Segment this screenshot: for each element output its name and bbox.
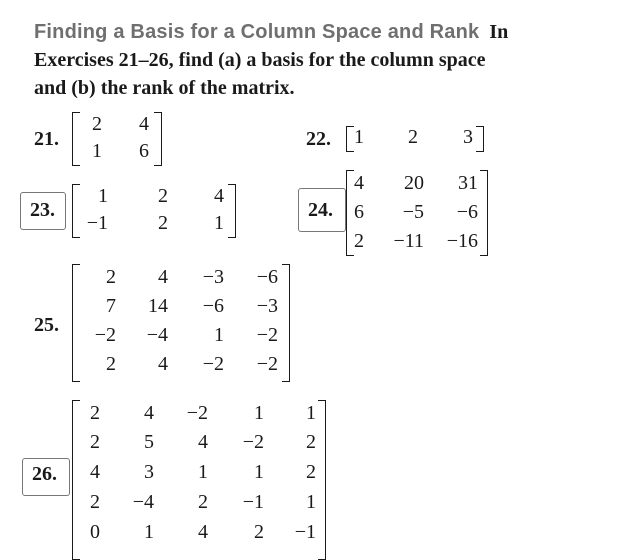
matrix-cell: −2: [256, 353, 278, 375]
matrix-cell: 4: [144, 402, 154, 424]
exercise-number: 26.: [32, 463, 57, 485]
instructions-start: In: [489, 21, 509, 43]
exercise-number: 25.: [34, 314, 59, 336]
matrix-cell: 2: [408, 126, 418, 148]
matrix-cell: −16: [446, 230, 478, 252]
right-bracket: [476, 126, 484, 152]
matrix-cell: −2: [94, 324, 116, 346]
matrix-cell: −5: [402, 201, 424, 223]
matrix-cell: 4: [198, 521, 208, 543]
matrix-cell: 4: [139, 113, 149, 135]
matrix-cell: 2: [106, 266, 116, 288]
matrix-cell: 2: [306, 431, 316, 453]
matrix: [72, 112, 162, 166]
matrix: [72, 184, 236, 238]
matrix-cell: 2: [158, 185, 168, 207]
matrix-cell: 2: [158, 212, 168, 234]
matrix-cell: −1: [242, 491, 264, 513]
matrix-cell: −2: [256, 324, 278, 346]
matrix-cell: 2: [90, 491, 100, 513]
matrix-cell: 4: [90, 461, 100, 483]
matrix-cell: 2: [254, 521, 264, 543]
matrix-cell: 6: [354, 201, 364, 223]
matrix-cell: 1: [254, 402, 264, 424]
matrix-cell: 5: [144, 431, 154, 453]
matrix-cell: 7: [106, 295, 116, 317]
matrix-cell: 3: [144, 461, 154, 483]
exercise-number: 21.: [34, 128, 59, 150]
right-bracket: [154, 112, 162, 166]
exercise-number: 22.: [306, 128, 331, 150]
right-bracket: [318, 400, 326, 560]
matrix-cell: 14: [148, 295, 168, 317]
right-bracket: [282, 264, 290, 382]
matrix-cell: 6: [139, 140, 149, 162]
matrix-cell: 2: [106, 353, 116, 375]
matrix-cell: 4: [158, 266, 168, 288]
matrix-cell: 2: [92, 113, 102, 135]
matrix: [346, 170, 488, 256]
matrix-cell: −1: [294, 521, 316, 543]
matrix-cell: 1: [254, 461, 264, 483]
matrix-cell: 2: [354, 230, 364, 252]
right-bracket: [228, 184, 236, 238]
matrix-cell: 1: [354, 126, 364, 148]
matrix-cell: −6: [256, 266, 278, 288]
instructions-line-2: Exercises 21–26, find (a) a basis for the column space: [34, 49, 486, 71]
matrix: [72, 264, 290, 382]
matrix-cell: −1: [86, 212, 108, 234]
matrix-cell: 4: [214, 185, 224, 207]
matrix-cell: 1: [214, 324, 224, 346]
matrix-cell: 2: [90, 402, 100, 424]
matrix-cell: 1: [214, 212, 224, 234]
matrix-cell: 31: [458, 172, 478, 194]
matrix-cell: 3: [463, 126, 473, 148]
matrix-cell: 1: [92, 140, 102, 162]
section-title: Finding a Basis for a Column Space and Rank: [34, 21, 480, 43]
instructions-line-3: and (b) the rank of the matrix.: [34, 77, 295, 99]
matrix-cell: −11: [393, 230, 424, 252]
matrix-cell: 1: [198, 461, 208, 483]
exercise-number: 23.: [30, 199, 55, 221]
matrix: [72, 400, 326, 560]
right-bracket: [480, 170, 488, 256]
matrix-cell: 1: [306, 402, 316, 424]
matrix-cell: 0: [90, 521, 100, 543]
matrix-cell: −4: [146, 324, 168, 346]
matrix-cell: 1: [306, 491, 316, 513]
matrix-cell: 1: [98, 185, 108, 207]
exercise-header: [34, 18, 594, 102]
matrix-cell: −6: [456, 201, 478, 223]
matrix-cell: 4: [198, 431, 208, 453]
matrix-cell: −2: [202, 353, 224, 375]
matrix-cell: −3: [256, 295, 278, 317]
matrix-cell: 2: [90, 431, 100, 453]
matrix-cell: −2: [242, 431, 264, 453]
matrix-cell: −6: [202, 295, 224, 317]
matrix-cell: −2: [186, 402, 208, 424]
matrix-cell: 2: [198, 491, 208, 513]
matrix-cell: 20: [404, 172, 424, 194]
matrix-cell: −3: [202, 266, 224, 288]
matrix-cell: 1: [144, 521, 154, 543]
matrix-cell: 4: [354, 172, 364, 194]
matrix: [346, 126, 484, 152]
exercise-number: 24.: [308, 199, 333, 221]
matrix-cell: 4: [158, 353, 168, 375]
matrix-cell: −4: [132, 491, 154, 513]
matrix-cell: 2: [306, 461, 316, 483]
